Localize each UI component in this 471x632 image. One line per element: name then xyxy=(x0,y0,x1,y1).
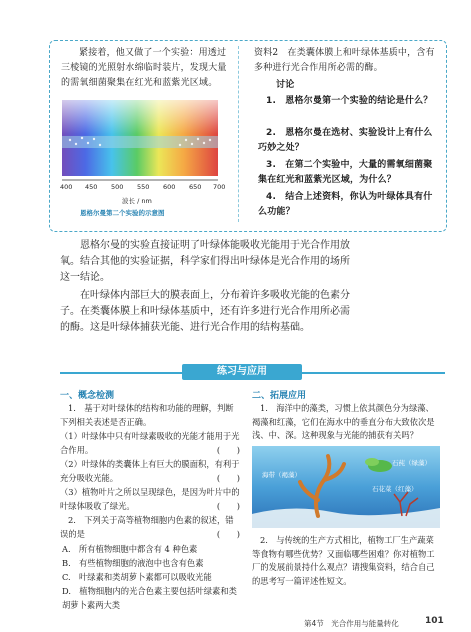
algae-label-brown: 海带（褐藻） xyxy=(262,471,301,479)
figure-caption: 恩格尔曼第二个实验的示意图 xyxy=(80,209,165,217)
option-c: C. 叶绿素和类胡萝卜素都可以吸收光能 xyxy=(62,572,212,582)
question-2-text: 2. 下列关于高等植物细胞内色素的叙述，错误的是 xyxy=(60,515,234,539)
axis-tick: 500 xyxy=(111,183,124,191)
box-divider xyxy=(238,46,239,222)
extension-question-1: 1. 海洋中的藻类，习惯上依其颜色分为绿藻、褐藻和红藻，它们在海水中的垂直分布大致依次是浅、中、深。这种现象与光能的捕获有关吗？ xyxy=(252,403,435,441)
body-paragraph: 在叶绿体内部巨大的膜表面上，分布着许多吸收光能的色素分子。在类囊体膜上和叶绿体基质中，还有许多进行光合作用所必需的酶。这是叶绿体捕获光能、进行光合作用的结构基础。 xyxy=(60,290,350,333)
extension-question-2: 2. 与传统的生产方式相比，植物工厂生产蔬菜等食物有哪些优势？又面临哪些困难？你对植物工厂的发展前景持什么观点？请搜集资料，结合自己的思考写一篇评述性短文。 xyxy=(252,535,435,586)
discussion-label: 讨论 xyxy=(276,80,295,90)
algae-label-red: 石花菜（红藻） xyxy=(372,485,418,493)
answer-blank[interactable]: ( ) xyxy=(216,500,240,511)
question-1: 1. 基于对叶绿体的结构和功能的理解，判断下列相关表述是否正确。 xyxy=(60,403,234,427)
axis-tick: 550 xyxy=(137,183,150,191)
axis-tick: 650 xyxy=(189,183,202,191)
section-header: 练习与应用 xyxy=(182,364,302,380)
material-2: 资料2 在类囊体膜上和叶绿体基质中，含有多种进行光合作用所必需的酶。 xyxy=(254,48,435,73)
answer-blank[interactable]: ( ) xyxy=(216,444,240,455)
discussion-item: 2. 恩格尔曼在选材、实验设计上有什么巧妙之处？ xyxy=(258,128,433,153)
axis-ticks xyxy=(58,183,226,193)
statement-2 xyxy=(60,458,240,485)
concept-check-title: 一、概念检测 xyxy=(60,391,115,401)
statement-text: （3）植物叶片之所以呈现绿色，是因为叶片中的叶绿体吸收了绿光。 xyxy=(60,487,240,511)
answer-blank[interactable]: ( ) xyxy=(216,472,240,483)
axis-tick: 700 xyxy=(213,183,226,191)
axis-tick: 400 xyxy=(60,183,73,191)
spectrum-figure xyxy=(60,96,222,184)
axis-tick: 450 xyxy=(85,183,98,191)
body-paragraph: 恩格尔曼的实验直接证明了叶绿体能吸收光能用于光合作用放氧。结合其他的实验证据，科学家们得出叶绿体是光合作用的场所这一结论。 xyxy=(60,240,350,283)
extension-title: 二、拓展应用 xyxy=(252,391,307,401)
axis-label: 波长 / nm xyxy=(122,197,152,205)
axis-tick: 600 xyxy=(163,183,176,191)
discussion-item: 3. 在第二个实验中，大量的需氧细菌聚集在红光和蓝紫光区域，为什么？ xyxy=(258,160,433,185)
experiment-description: 紧接着，他又做了一个实验：用透过三棱镜的光照射水绵临时装片，发现大量的需氧细菌聚集在红光和蓝紫光区域。 xyxy=(61,48,227,88)
option-d: D. 植物细胞内的光合色素主要包括叶绿素和类胡萝卜素两大类 xyxy=(62,586,237,610)
discussion-item: 4. 结合上述资料，你认为叶绿体具有什么功能？ xyxy=(258,192,433,217)
statement-text: （2）叶绿体的类囊体上有巨大的膜面积，有利于充分吸收光能。 xyxy=(60,459,240,483)
answer-blank[interactable]: ( ) xyxy=(216,528,240,539)
option-b: B. 有些植物细胞的液泡中也含有色素 xyxy=(62,558,204,568)
algae-filament xyxy=(62,136,218,148)
option-a: A. 所有植物细胞中都含有 4 种色素 xyxy=(62,544,198,554)
statement-text: （1）叶绿体中只有叶绿素吸收的光能才能用于光合作用。 xyxy=(60,431,240,455)
page-number: 101 xyxy=(425,616,444,626)
question-2 xyxy=(60,514,240,541)
discussion-item: 1. 恩格尔曼第一个实验的结论是什么？ xyxy=(266,96,433,106)
algae-label-green: 石莼（绿藻） xyxy=(392,459,431,467)
footer-section: 第4节 光合作用与能量转化 xyxy=(304,619,399,628)
statement-3 xyxy=(60,486,240,513)
statement-1 xyxy=(60,430,240,457)
